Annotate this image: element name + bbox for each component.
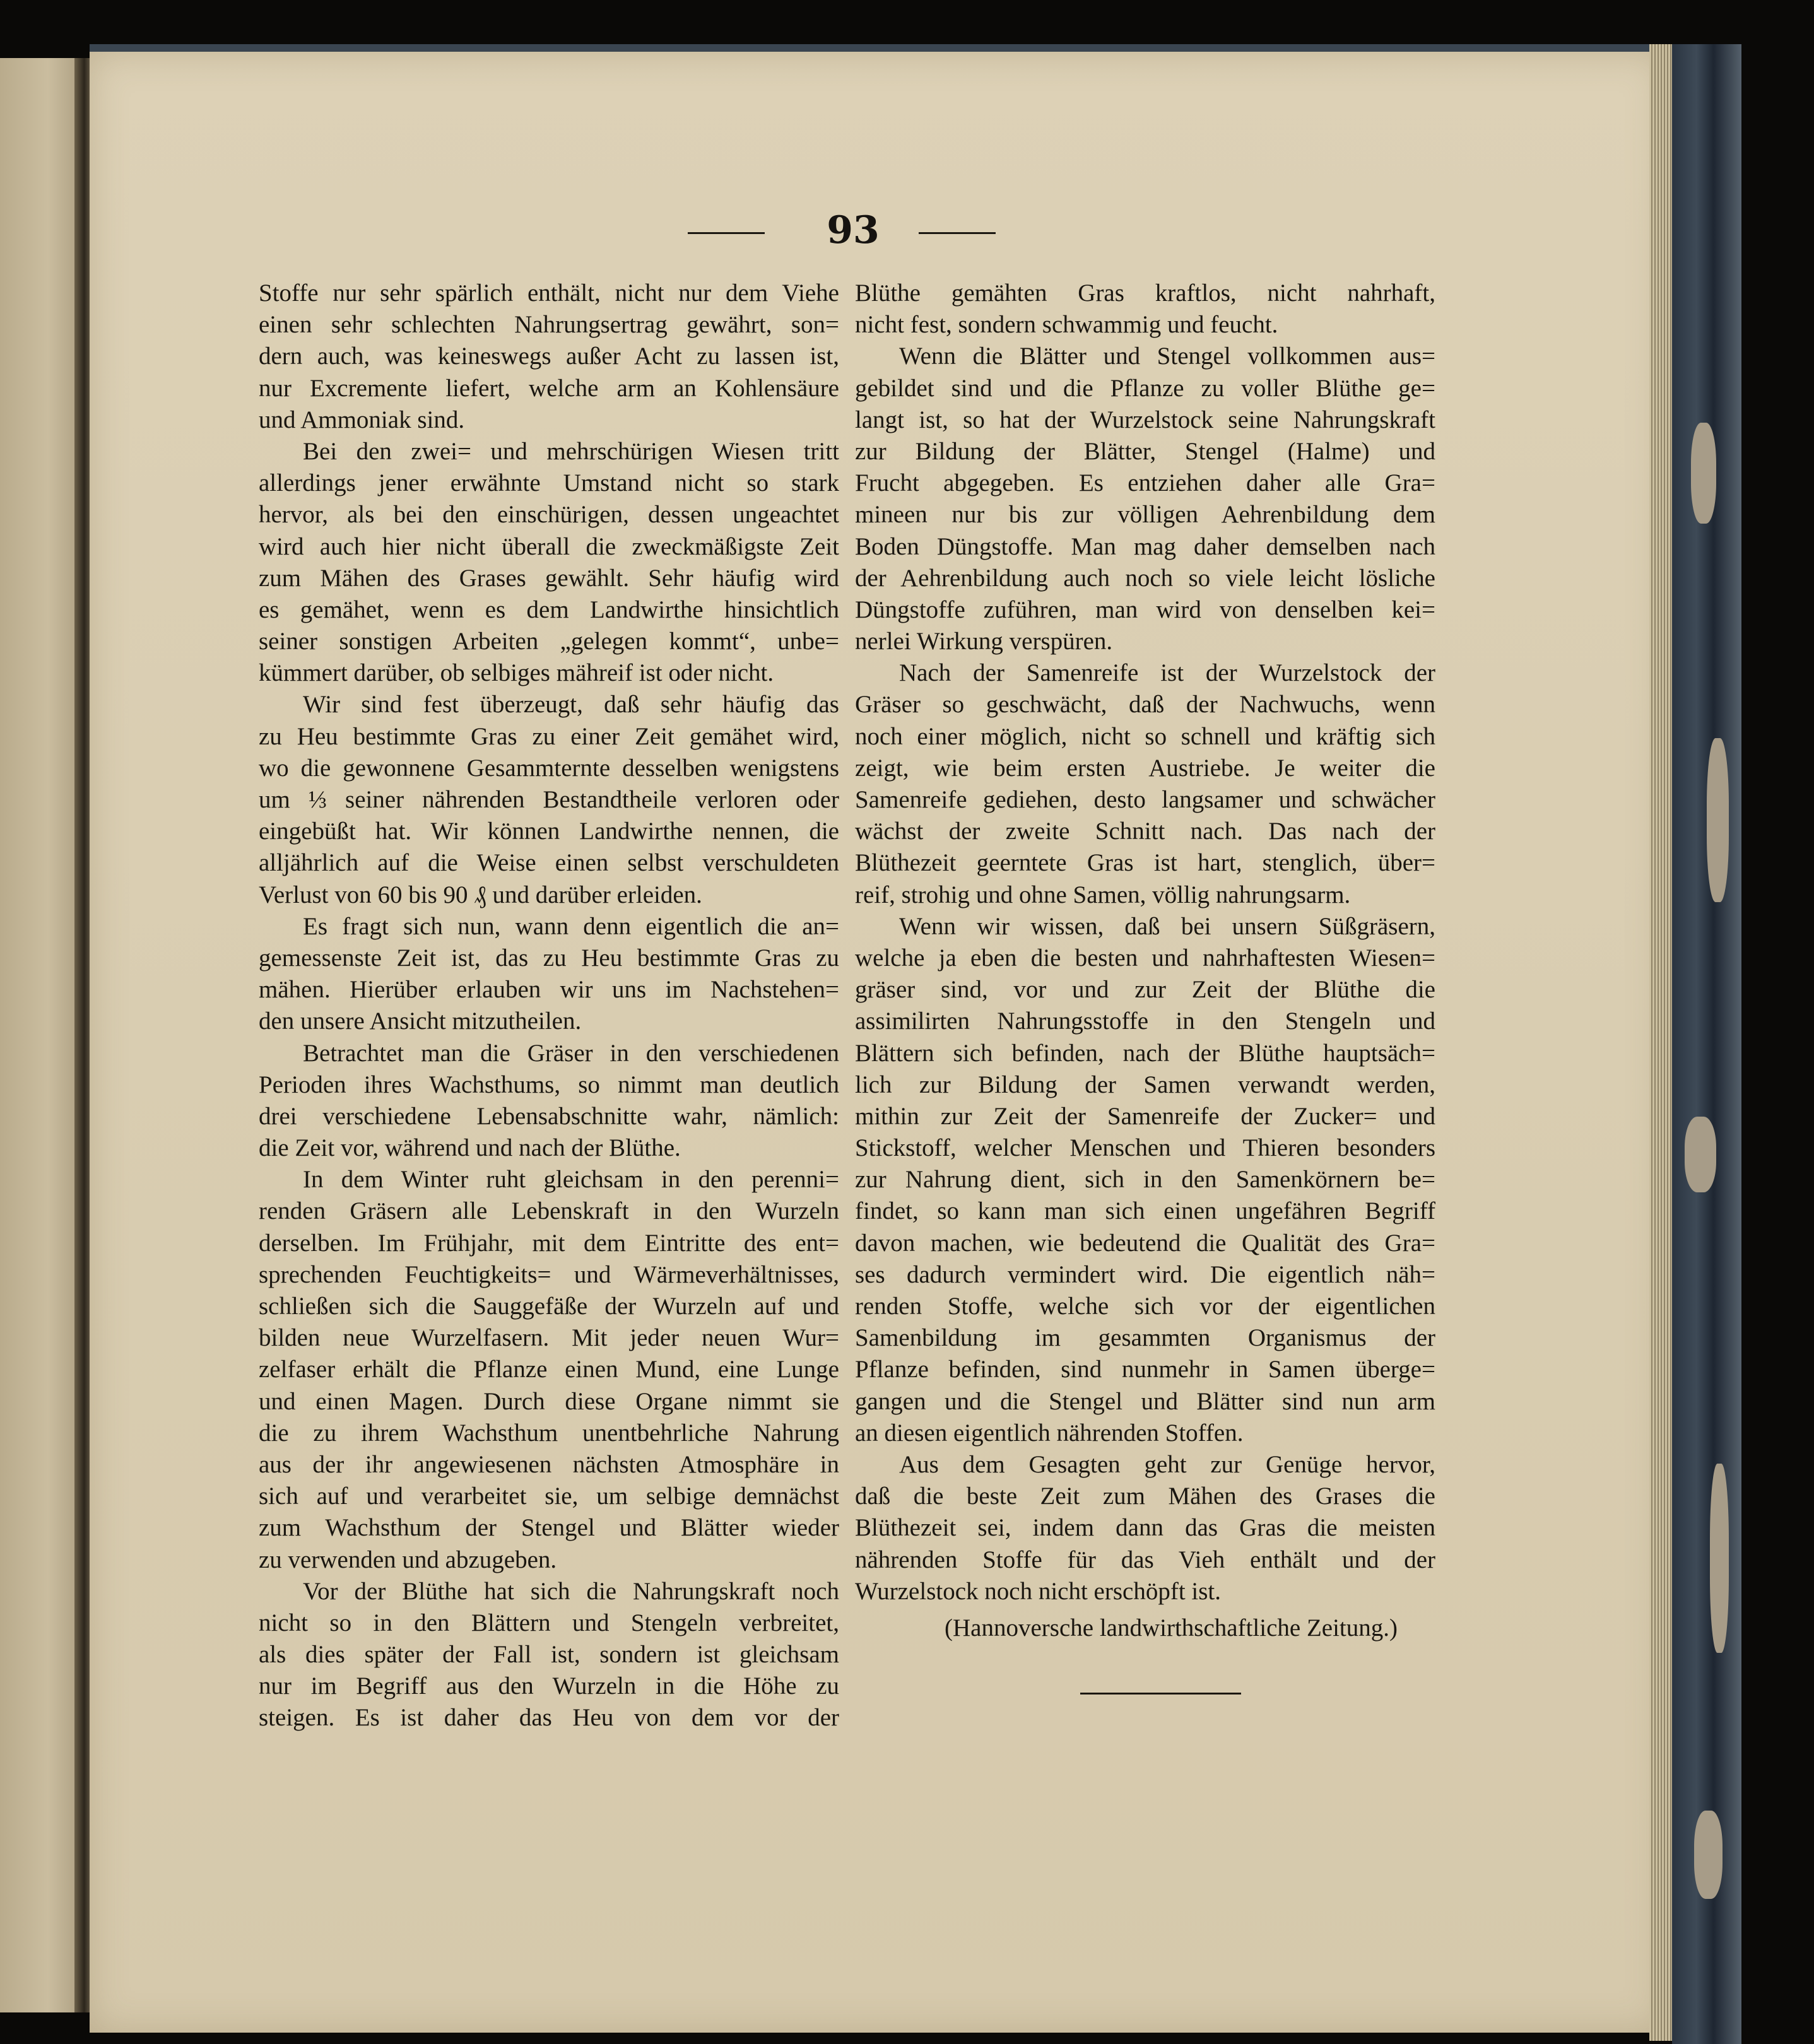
- text-line: mähen. Hierüber erlauben wir uns im Nachstehen=: [259, 976, 839, 1004]
- text-line: die zu ihrem Wachsthum unentbehrliche Nahrung: [259, 1419, 839, 1447]
- text-line: Samenreife gediehen, desto langsamer und schwächer: [855, 786, 1435, 813]
- text-line: Aus dem Gesagten geht zur Genüge hervor,: [899, 1450, 1435, 1478]
- text-line: gangen und die Stengel und Blätter sind nun arm: [855, 1387, 1435, 1415]
- text-line: einen sehr schlechten Nahrungsertrag gewährt, son=: [259, 311, 839, 339]
- text-line: langt ist, so hat der Wurzelstock seine Nahrungskraft: [855, 406, 1435, 433]
- article-end-rule: [1080, 1693, 1241, 1695]
- text-line: kümmert darüber, ob selbiges mähreif ist oder nicht.: [259, 659, 774, 687]
- text-line: wird auch hier nicht überall die zweckmäßigste Zeit: [259, 532, 839, 560]
- book-cover-edge: [1672, 44, 1741, 2044]
- text-line: drei verschiedene Lebensabschnitte wahr, nämlich:: [259, 1102, 839, 1130]
- text-line: In dem Winter ruht gleichsam in den perenni=: [303, 1166, 839, 1194]
- text-line: alljährlich auf die Weise einen selbst verschuldeten: [259, 849, 839, 877]
- text-line: seiner sonstigen Arbeiten „gelegen kommt“, unbe=: [259, 628, 839, 655]
- text-line: lich zur Bildung der Samen verwandt werden,: [855, 1071, 1435, 1098]
- text-line: und Ammoniak sind.: [259, 406, 465, 433]
- text-line: welche ja eben die besten und nahrhaftesten Wiesen=: [855, 944, 1435, 972]
- text-line: Blüthezeit geerntete Gras ist hart, stenglich, über=: [855, 849, 1435, 877]
- text-line: nährenden Stoffe für das Vieh enthält und der: [855, 1546, 1435, 1573]
- text-line: sich auf und verarbeitet sie, um selbige demnächst: [259, 1483, 839, 1510]
- text-line: Perioden ihres Wachsthums, so nimmt man deutlich: [259, 1071, 839, 1098]
- text-line: Wenn die Blätter und Stengel vollkommen aus=: [899, 343, 1435, 370]
- text-line: Blüthe gemähten Gras kraftlos, nicht nahrhaft,: [855, 279, 1435, 307]
- text-line: zur Nahrung dient, sich in den Samenkörnern be=: [855, 1166, 1435, 1194]
- text-line: Gräser so geschwächt, daß der Nachwuchs, wenn: [855, 691, 1435, 719]
- header-rule-left: [688, 232, 765, 234]
- text-line: assimilirten Nahrungsstoffe in den Stengeln und: [855, 1007, 1435, 1035]
- text-line: allerdings jener erwähnte Umstand nicht so stark: [259, 469, 839, 497]
- text-line: gemessenste Zeit ist, das zu Heu bestimmte Gras zu: [259, 944, 839, 972]
- page-number: 93: [827, 208, 880, 252]
- page-header: [688, 208, 1054, 259]
- text-line: Frucht abgegeben. Es entziehen daher alle Gra=: [855, 469, 1435, 497]
- text-line: wächst der zweite Schnitt nach. Das nach der: [855, 818, 1435, 845]
- text-line: nicht so in den Blättern und Stengeln verbreitet,: [259, 1609, 839, 1636]
- text-line: steigen. Es ist daher das Heu von dem vor der: [259, 1704, 839, 1732]
- text-line: gräser sind, vor und zur Zeit der Blüthe die: [855, 976, 1435, 1004]
- text-line: Wir sind fest überzeugt, daß sehr häufig das: [303, 691, 839, 719]
- text-line: und einen Magen. Durch diese Organe nimmt sie: [259, 1387, 839, 1415]
- text-line: renden Gräsern alle Lebenskraft in den Wurzeln: [259, 1197, 839, 1225]
- text-line: zeigt, wie beim ersten Austriebe. Je weiter die: [855, 754, 1435, 782]
- text-line: den unsere Ansicht mitzutheilen.: [259, 1007, 582, 1035]
- text-line: Vor der Blüthe hat sich die Nahrungskraft noch: [303, 1577, 839, 1605]
- text-line: bilden neue Wurzelfasern. Mit jeder neuen Wur=: [259, 1324, 839, 1352]
- text-line: Wenn wir wissen, daß bei unsern Süßgräsern,: [899, 912, 1435, 940]
- left-text-column: [259, 278, 839, 1734]
- text-line: Verlust von 60 bis 90 ₰ und darüber erleiden.: [259, 881, 702, 908]
- text-line: die Zeit vor, während und nach der Blüthe.: [259, 1134, 681, 1162]
- text-line: eingebüßt hat. Wir können Landwirthe nennen, die: [259, 818, 839, 845]
- text-line: gebildet sind und die Pflanze zu voller Blüthe ge=: [855, 374, 1435, 402]
- source-citation: (Hannoversche landwirthschaftliche Zeitung.): [945, 1614, 1398, 1642]
- text-line: renden Stoffe, welche sich vor der eigentlichen: [855, 1293, 1435, 1320]
- text-line: Boden Düngstoffe. Man mag daher demselben nach: [855, 532, 1435, 560]
- text-line: aus der ihr angewiesenen nächsten Atmosphäre in: [259, 1450, 839, 1478]
- header-rule-right: [919, 232, 996, 234]
- text-line: Nach der Samenreife ist der Wurzelstock der: [899, 659, 1435, 687]
- right-text-column: [855, 278, 1435, 1644]
- text-line: derselben. Im Frühjahr, mit dem Eintritte des ent=: [259, 1229, 839, 1257]
- text-line: der Aehrenbildung auch noch so viele leicht lösliche: [855, 564, 1435, 592]
- text-line: nerlei Wirkung verspüren.: [855, 628, 1113, 655]
- text-line: schließen sich die Sauggefäße der Wurzeln auf und: [259, 1293, 839, 1320]
- text-line: Samenbildung im gesammten Organismus der: [855, 1324, 1435, 1352]
- text-line: davon machen, wie bedeutend die Qualität des Gra=: [855, 1229, 1435, 1257]
- text-line: zu verwenden und abzugeben.: [259, 1546, 557, 1573]
- text-line: wo die gewonnene Gesammternte desselben wenigstens: [259, 754, 839, 782]
- text-line: Düngstoffe zuführen, man wird von denselben kei=: [855, 596, 1435, 623]
- text-line: dern auch, was keineswegs außer Acht zu lassen ist,: [259, 343, 839, 370]
- text-line: Betrachtet man die Gräser in den verschiedenen: [303, 1039, 839, 1067]
- text-line: zum Wachsthum der Stengel und Blätter wieder: [259, 1514, 839, 1542]
- text-line: noch einer möglich, nicht so schnell und kräftig sich: [855, 722, 1435, 750]
- text-line: sprechenden Feuchtigkeits= und Wärmeverhältnisses,: [259, 1260, 839, 1288]
- text-line: Blüthezeit sei, indem dann das Gras die meisten: [855, 1514, 1435, 1542]
- text-line: nur im Begriff aus den Wurzeln in die Höhe zu: [259, 1672, 839, 1700]
- text-line: mineen nur bis zur völligen Aehrenbildung dem: [855, 501, 1435, 529]
- text-line: Wurzelstock noch nicht erschöpft ist.: [855, 1577, 1222, 1605]
- text-line: daß die beste Zeit zum Mähen des Grases die: [855, 1483, 1435, 1510]
- text-line: reif, strohig und ohne Samen, völlig nahrungsarm.: [855, 881, 1351, 908]
- text-line: an diesen eigentlich nährenden Stoffen.: [855, 1419, 1244, 1447]
- text-line: als dies später der Fall ist, sondern ist gleichsam: [259, 1641, 839, 1669]
- text-line: um ⅓ seiner nährenden Bestandtheile verloren oder: [259, 786, 839, 813]
- text-line: nur Excremente liefert, welche arm an Kohlensäure: [259, 374, 839, 402]
- text-line: zur Bildung der Blätter, Stengel (Halme) und: [855, 437, 1435, 465]
- text-line: Bei den zwei= und mehrschürigen Wiesen tritt: [303, 437, 839, 465]
- text-line: Es fragt sich nun, wann denn eigentlich die an=: [303, 912, 839, 940]
- text-line: zu Heu bestimmte Gras zu einer Zeit gemähet wird,: [259, 722, 839, 750]
- text-line: Stickstoff, welcher Menschen und Thieren besonders: [855, 1134, 1435, 1162]
- text-line: zum Mähen des Grases gewählt. Sehr häufig wird: [259, 564, 839, 592]
- text-line: Blättern sich befinden, nach der Blüthe hauptsäch=: [855, 1039, 1435, 1067]
- text-line: hervor, als bei den einschürigen, dessen ungeachtet: [259, 501, 839, 529]
- text-line: Pflanze befinden, sind nunmehr in Samen überge=: [855, 1356, 1435, 1383]
- text-line: mithin zur Zeit der Samenreife der Zucker= und: [855, 1102, 1435, 1130]
- text-line: findet, so kann man sich einen ungefähren Begriff: [855, 1197, 1435, 1225]
- text-line: Stoffe nur sehr spärlich enthält, nicht nur dem Viehe: [259, 279, 839, 307]
- text-line: nicht fest, sondern schwammig und feucht.: [855, 311, 1278, 339]
- text-line: ses dadurch vermindert wird. Die eigentlich näh=: [855, 1260, 1435, 1288]
- text-line: es gemähet, wenn es dem Landwirthe hinsichtlich: [259, 596, 839, 623]
- text-line: zelfaser erhält die Pflanze einen Mund, eine Lunge: [259, 1356, 839, 1383]
